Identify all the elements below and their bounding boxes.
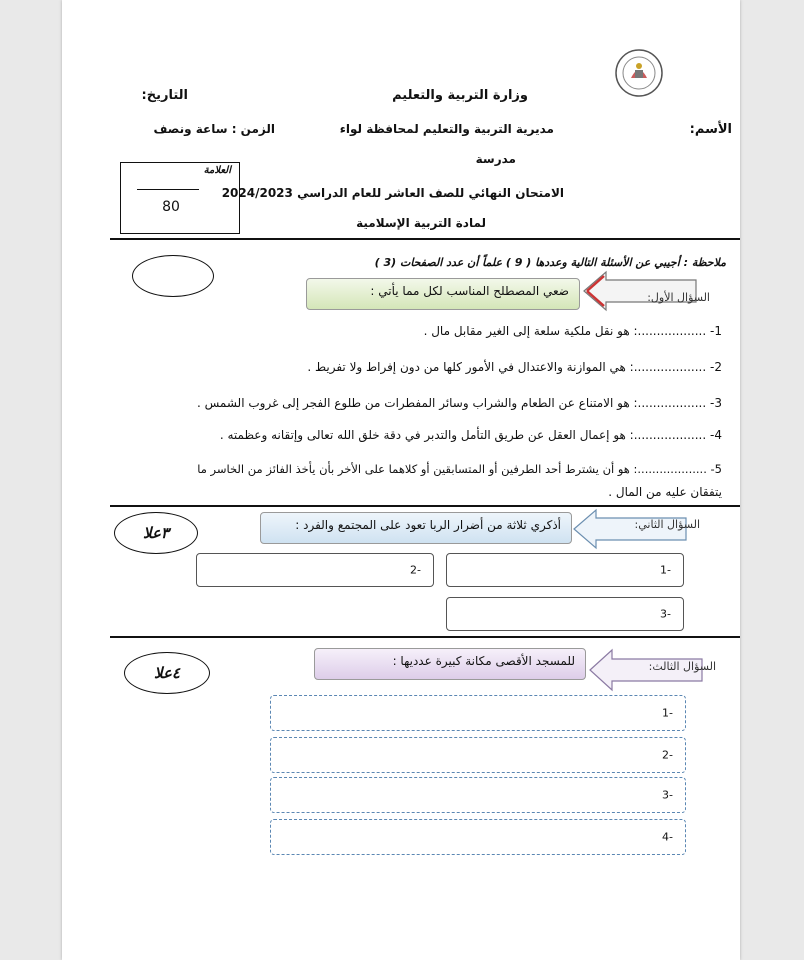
student-name-label: الأسم: (689, 122, 732, 137)
q3-mark: ٤علا (154, 664, 180, 682)
score-line (137, 189, 199, 190)
q1-item-5-continuation: يتفقان عليه من المال . (608, 485, 722, 499)
q2-prompt: أذكري ثلاثة من أضرار الربا تعود على المجتمع والفرد : (295, 518, 561, 532)
divider-q1 (110, 505, 740, 507)
q1-item-4 (220, 428, 722, 442)
q1-item-5-num: 5- (710, 462, 722, 476)
q1-prompt-box (306, 278, 580, 310)
q1-item-1-text: ..................: هو نقل ملكية سلعة إلى الغير مقابل مال . (423, 324, 707, 338)
date-label: التاريخ: (141, 88, 188, 103)
q3-prompt-box (314, 648, 586, 680)
q2-mark: ٣علا (143, 524, 169, 542)
q2-answer-1[interactable] (446, 553, 684, 587)
q1-item-2 (307, 360, 722, 374)
score-total: 80 (162, 199, 180, 215)
q1-item-2-text: ...................: هي الموازنة والاعتدال في الأمور كلها من دون إفراط ولا تفريط . (307, 360, 707, 374)
q3-tag: السؤال الثالث: (648, 660, 716, 673)
q3-answer-4-num: 4- (662, 830, 673, 844)
q1-mark-oval (132, 255, 214, 297)
q1-item-5 (197, 462, 722, 476)
school-label: مدرسة (475, 152, 516, 166)
ministry-name: وزارة التربية والتعليم (392, 88, 528, 103)
q2-mark-oval (114, 512, 198, 554)
q3-prompt: للمسجد الأقصى مكانة كبيرة عدديها : (392, 654, 575, 668)
q1-item-1-num: 1- (710, 324, 722, 338)
q1-item-3-num: 3- (710, 396, 722, 410)
directorate-name: مديرية التربية والتعليم لمحافظة لواء (339, 122, 554, 136)
q3-answer-3-num: 3- (662, 788, 673, 802)
exam-paper (62, 0, 740, 960)
q3-answer-2[interactable] (270, 737, 686, 773)
divider-q2 (110, 636, 740, 638)
score-label: العلامة (203, 165, 231, 176)
q3-answer-2-num: 2- (662, 748, 673, 762)
q2-answer-1-num: 1- (660, 563, 671, 577)
q2-answer-2[interactable] (196, 553, 434, 587)
q3-mark-oval (124, 652, 210, 694)
q1-item-3-text: ..................: هو الامتناع عن الطعام والشراب وسائر المفطرات من طلوع الفجر إلى غروب الشمس . (196, 396, 707, 410)
q3-answer-1-num: 1- (662, 706, 673, 720)
q3-answer-1[interactable] (270, 695, 686, 731)
divider-header (110, 238, 740, 240)
q1-prompt: ضعي المصطلح المناسب لكل مما يأتي : (370, 284, 569, 298)
q1-item-2-num: 2- (710, 360, 722, 374)
subject-name: لمادة التربية الإسلامية (356, 216, 486, 230)
q2-tag: السؤال الثاني: (634, 518, 700, 531)
q1-item-5-text: ...................: هو أن يشترط أحد الطرفين أو المتسابقين أو كلاهما على الأخر بأن يأخذ الفائز من الخاسر ما (197, 462, 707, 476)
score-box (120, 162, 240, 234)
ministry-seal-icon (614, 48, 664, 98)
exam-note: ملاحظة : أجيبي عن الأسئلة التالية وعددها ( 9 ) علماً أن عدد الصفحات (3 ) (374, 256, 726, 269)
q3-answer-3[interactable] (270, 777, 686, 813)
q1-tag: السؤال الأول: (647, 291, 710, 304)
q1-item-4-num: 4- (710, 428, 722, 442)
q2-prompt-box (260, 512, 572, 544)
q2-answer-2-num: 2- (410, 563, 421, 577)
q3-answer-4[interactable] (270, 819, 686, 855)
q2-answer-3[interactable] (446, 597, 684, 631)
exam-duration: الزمن : ساعة ونصف (153, 122, 275, 136)
q1-item-1 (424, 324, 722, 338)
exam-title: الامتحان النهائي للصف العاشر للعام الدراسي 2024/2023 (221, 186, 564, 200)
q1-item-3 (197, 396, 722, 410)
q1-item-4-text: ...................: هو إعمال العقل عن طريق التأمل والتدبر في دقة خلق الله تعالى وإتقانه وعظمته . (219, 428, 707, 442)
q2-answer-3-num: 3- (660, 607, 671, 621)
